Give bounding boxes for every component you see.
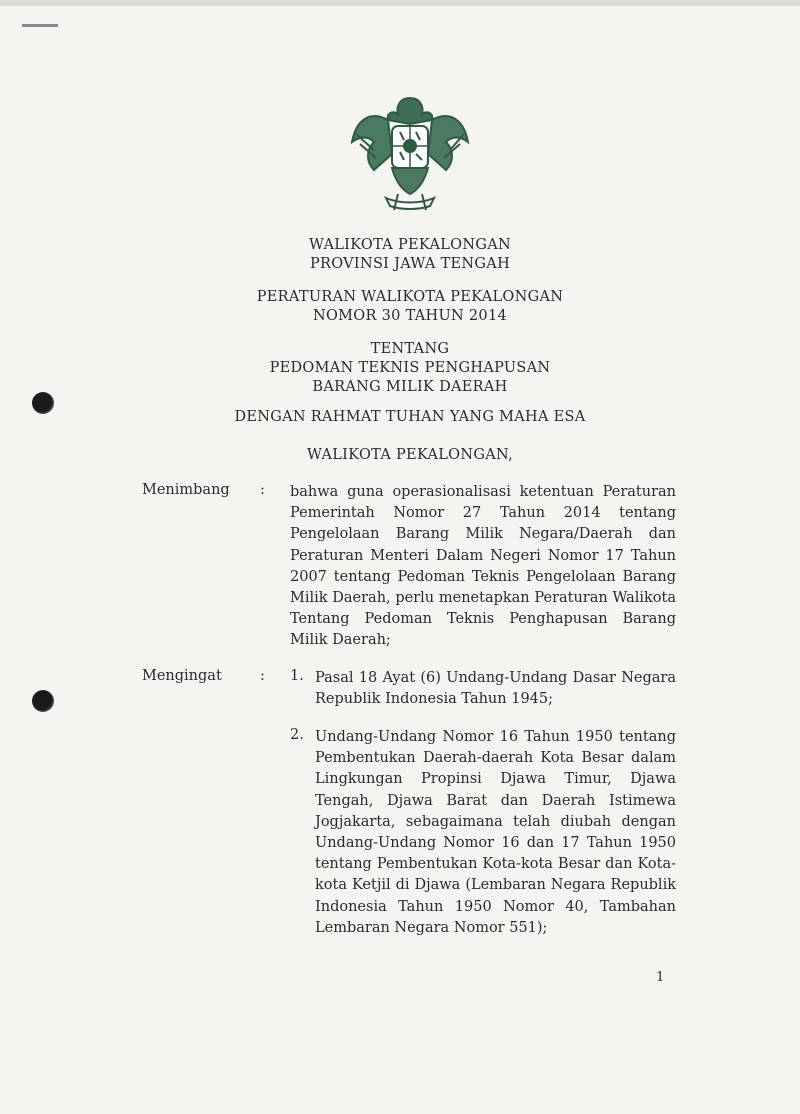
- about-label: TENTANG: [370, 341, 450, 357]
- list-item-number: 1.: [290, 668, 304, 684]
- remembering-label: Mengingat: [142, 668, 222, 684]
- page-number: 1: [656, 970, 665, 985]
- garuda-emblem-icon: [340, 70, 480, 225]
- regulation-title: PERATURAN WALIKOTA PEKALONGAN: [256, 289, 564, 305]
- issuer-block: [140, 236, 680, 274]
- blessing-line: DENGAN RAHMAT TUHAN YANG MAHA ESA: [234, 409, 586, 425]
- punch-hole-icon: [32, 690, 54, 712]
- considering-text: bahwa guna operasionalisasi ketentuan Peraturan Pemerintah Nomor 27 Tahun 2014 tentang Pengelolaan Barang Milik Negara/Daerah dan Peraturan Menteri Dalam Negeri Nomor 17 Tahun 2007 tentang Pedoman Teknis Pengelolaan Barang Milik Daerah, perlu menetapkan Peraturan Walikota Tentang Pedoman Teknis Penghapusan Barang Milik Daerah;: [290, 484, 676, 649]
- remembering-colon: :: [260, 668, 265, 684]
- about-line: BARANG MILIK DAERAH: [312, 379, 508, 395]
- considering-label: Menimbang: [142, 482, 230, 498]
- list-item: Pasal 18 Ayat (6) Undang-Undang Dasar Negara Republik Indonesia Tahun 1945;: [315, 670, 676, 708]
- subject-block: [140, 340, 680, 397]
- page-edge: [0, 0, 800, 6]
- province-line: PROVINSI JAWA TENGAH: [309, 256, 511, 272]
- issuer-line: WALIKOTA PEKALONGAN: [308, 237, 511, 253]
- considering-colon: :: [260, 482, 265, 498]
- regulation-number: NOMOR 30 TAHUN 2014: [312, 308, 507, 324]
- list-item-number: 2.: [290, 727, 304, 743]
- about-line: PEDOMAN TEKNIS PENGHAPUSAN: [269, 360, 551, 376]
- list-item: Undang-Undang Nomor 16 Tahun 1950 tentang Pembentukan Daerah-daerah Kota Besar dalam Lingkungan Propinsi Djawa Timur, Djawa Tengah, Djawa Barat dan Daerah Istimewa Jogjakarta, sebagaimana telah diubah dengan Undang-Undang Nomor 16 dan 17 Tahun 1950 tentang Pembentukan Kota-kota Besar dan Kota-kota Ketjil di Djawa (Lembaran Negara Republik Indonesia Tahun 1950 Nomor 40, Tambahan Lembaran Negara Nomor 551);: [315, 729, 676, 936]
- regulation-title-block: [140, 288, 680, 326]
- scan-mark: [22, 24, 58, 27]
- issuer-name-line: WALIKOTA PEKALONGAN,: [307, 447, 513, 463]
- punch-hole-icon: [32, 392, 54, 414]
